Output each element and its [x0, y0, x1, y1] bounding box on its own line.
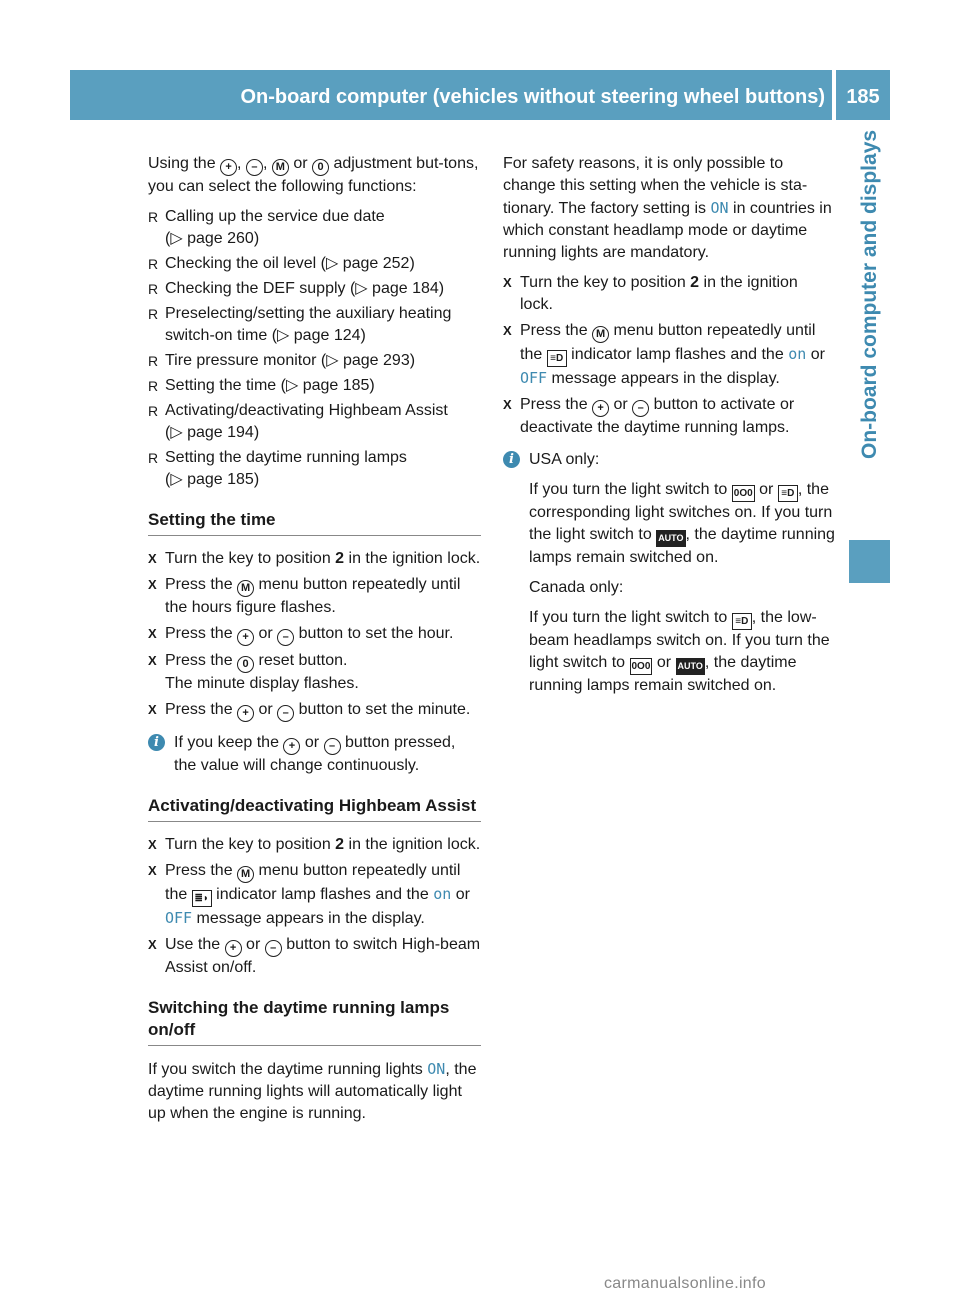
info-note: i If you keep the + or – button pressed, the value will change continuously. [148, 732, 481, 777]
side-tab-marker [849, 540, 890, 583]
reset-icon: 0 [312, 159, 329, 176]
step: X Press the M menu button repeatedly until the ≣◗ indicator lamp flashes and the on or OFF message appears in the display. [148, 860, 481, 930]
page-title: On-board computer (vehicles without steering wheel buttons) [240, 86, 825, 108]
usa-label: USA only: [529, 451, 600, 468]
right-column [503, 153, 835, 707]
minus-icon: – [632, 400, 649, 417]
minus-icon: – [277, 705, 294, 722]
step: X Press the M menu button repeatedly until the ≡D indicator lamp flashes and the on or OFF message appears in the display. [503, 320, 835, 390]
display-on: on [788, 345, 807, 363]
page-number: 185 [836, 70, 890, 120]
plus-icon: + [237, 629, 254, 646]
reset-icon: 0 [237, 656, 254, 673]
section-heading-daytime: Switching the daytime running lamps on/off [148, 997, 481, 1046]
page-reference: (▷ page 185) [165, 471, 260, 488]
display-on: ON [427, 1060, 446, 1078]
plus-icon: + [283, 738, 300, 755]
plus-icon: + [237, 705, 254, 722]
info-icon: i [148, 734, 165, 751]
display-on: ON [710, 199, 729, 217]
list-item: R Setting the time (▷ page 185) [148, 375, 481, 397]
step: X Use the + or – button to switch High-beam Assist on/off. [148, 934, 481, 979]
list-item: R Preselecting/setting the auxiliary heating switch-on time (▷ page 124) [148, 303, 481, 347]
list-item: R Checking the oil level (▷ page 252) [148, 253, 481, 275]
section-heading-highbeam: Activating/deactivating Highbeam Assist [148, 795, 481, 822]
parking-lamp-icon: 0O0 [732, 485, 755, 502]
section-heading-setting-time: Setting the time [148, 509, 481, 536]
minus-icon: – [265, 940, 282, 957]
step: X Press the M menu button repeatedly until the hours figure flashes. [148, 574, 481, 619]
display-off: OFF [520, 369, 548, 387]
minus-icon: – [277, 629, 294, 646]
intro-paragraph: Using the + , – , M or 0 adjustment but-tons, you can select the following functions: [148, 155, 479, 195]
list-item: R Tire pressure monitor (▷ page 293) [148, 350, 481, 372]
function-list [148, 206, 481, 491]
page-reference: (▷ page 260) [165, 230, 260, 247]
plus-icon: + [225, 940, 242, 957]
step: X Press the + or – button to activate or deactivate the daytime running lamps. [503, 394, 835, 439]
canada-label: Canada only: [529, 579, 624, 596]
display-on: on [433, 885, 452, 903]
list-item: R Checking the DEF supply (▷ page 184) [148, 278, 481, 300]
info-icon: i [503, 451, 520, 468]
list-item: R Calling up the service due date (▷ page 260) [148, 206, 481, 250]
low-beam-icon: ≡D [778, 485, 798, 502]
minus-icon: – [246, 159, 263, 176]
usa-paragraph: If you turn the light switch to 0O0 or ≡D , the corresponding light switches on. If you turn the light switch to AUTO , the daytime running lamps remain switched on. [529, 481, 835, 566]
step: X Turn the key to position 2 in the ignition lock. [503, 272, 835, 316]
low-beam-icon: ≡D [732, 613, 752, 630]
low-beam-icon: ≡D [547, 350, 567, 367]
step: X Turn the key to position 2 in the ignition lock. [148, 548, 481, 570]
info-note [503, 449, 835, 697]
daytime-paragraph: If you switch the daytime running lights ON, the daytime running lights will automatically light up when the engine is running. [148, 1060, 477, 1122]
step: X Press the 0 reset button. The minute display flashes. [148, 650, 481, 695]
page-reference: (▷ page 194) [165, 424, 260, 441]
menu-icon: M [272, 159, 289, 176]
list-item: R Activating/deactivating Highbeam Assist (▷ page 194) [148, 400, 481, 444]
plus-icon: + [220, 159, 237, 176]
minus-icon: – [324, 738, 341, 755]
auto-light-icon: AUTO [676, 658, 705, 675]
menu-icon: M [237, 866, 254, 883]
plus-icon: + [592, 400, 609, 417]
canada-paragraph: If you turn the light switch to ≡D , the low-beam headlamps switch on. If you turn the light switch to 0O0 or AUTO , the daytime running lamps remain switched on. [529, 609, 830, 694]
side-tab-label: On-board computer and displays [858, 130, 881, 460]
display-off: OFF [165, 909, 193, 927]
left-column [148, 153, 481, 1133]
step: X Press the + or – button to set the minute. [148, 699, 481, 722]
menu-icon: M [592, 326, 609, 343]
highbeam-assist-icon: ≣◗ [192, 890, 212, 907]
menu-icon: M [237, 580, 254, 597]
list-item: R Setting the daytime running lamps (▷ page 185) [148, 447, 481, 491]
safety-paragraph: For safety reasons, it is only possible to change this setting when the vehicle is sta-tionary. The factory setting is ON in countries in which constant headlamp mode or daytime running lights are mandatory. [503, 155, 832, 261]
footer-watermark: carmanualsonline.info [604, 1275, 766, 1292]
parking-lamp-icon: 0O0 [630, 658, 653, 675]
step: X Turn the key to position 2 in the ignition lock. [148, 834, 481, 856]
auto-light-icon: AUTO [656, 530, 685, 547]
step: X Press the + or – button to set the hour. [148, 623, 481, 646]
